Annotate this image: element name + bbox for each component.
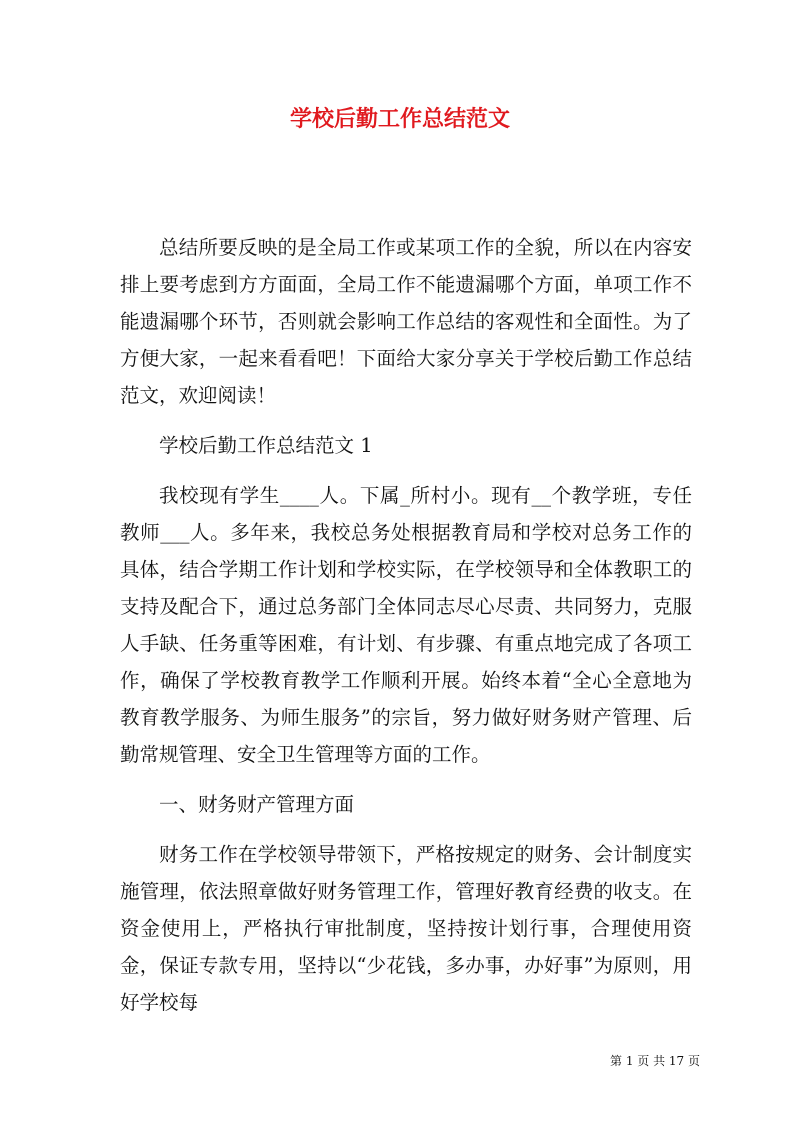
body-paragraph-2: 财务工作在学校领导带领下，严格按规定的财务、会计制度实施管理，依法照章做好财务管理工作，管理好教育经费的收支。在资金使用上，严格执行审批制度，坚持按计划行事，合理使用资金，保证专款专用，坚持以“少花钱，多办事，办好事”为原则，用好学校每 — [120, 843, 692, 1014]
body-paragraph-1: 我校现有学生____人。下属_所村小。现有__个教学班，专任教师___人。多年来，我校总务处根据教育局和学校对总务工作的具体，结合学期工作计划和学校实际，在学校领导和全体教职工的支持及配合下，通过总务部门全体同志尽心尽责、共同努力，克服人手缺、任务重等困难，有计划、有步骤、有重点地完成了各项工作，确保了学校教育教学工作顺利开展。始终本着“全心全意地为教育教学服务、为师生服务”的宗旨，努力做好财务财产管理、后勤常规管理、安全卫生管理等方面的工作。 — [120, 484, 692, 766]
document-body — [120, 229, 692, 1034]
document-title: 学校后勤工作总结范文 — [289, 106, 510, 132]
subheading-finance: 一、财务财产管理方面 — [159, 793, 355, 816]
intro-paragraph: 总结所要反映的是全局工作或某项工作的全貌，所以在内容安排上要考虑到方方面面，全局工作不能遗漏哪个方面，单项工作不能遗漏哪个环节，否则就会影响工作总结的客观性和全面性。为了方便大家，一起来看看吧！下面给大家分享关于学校后勤工作总结范文，欢迎阅读！ — [120, 236, 692, 407]
page-number: 第 1 页 共 17 页 — [610, 1054, 700, 1068]
section-heading: 学校后勤工作总结范文 1 — [159, 434, 373, 457]
